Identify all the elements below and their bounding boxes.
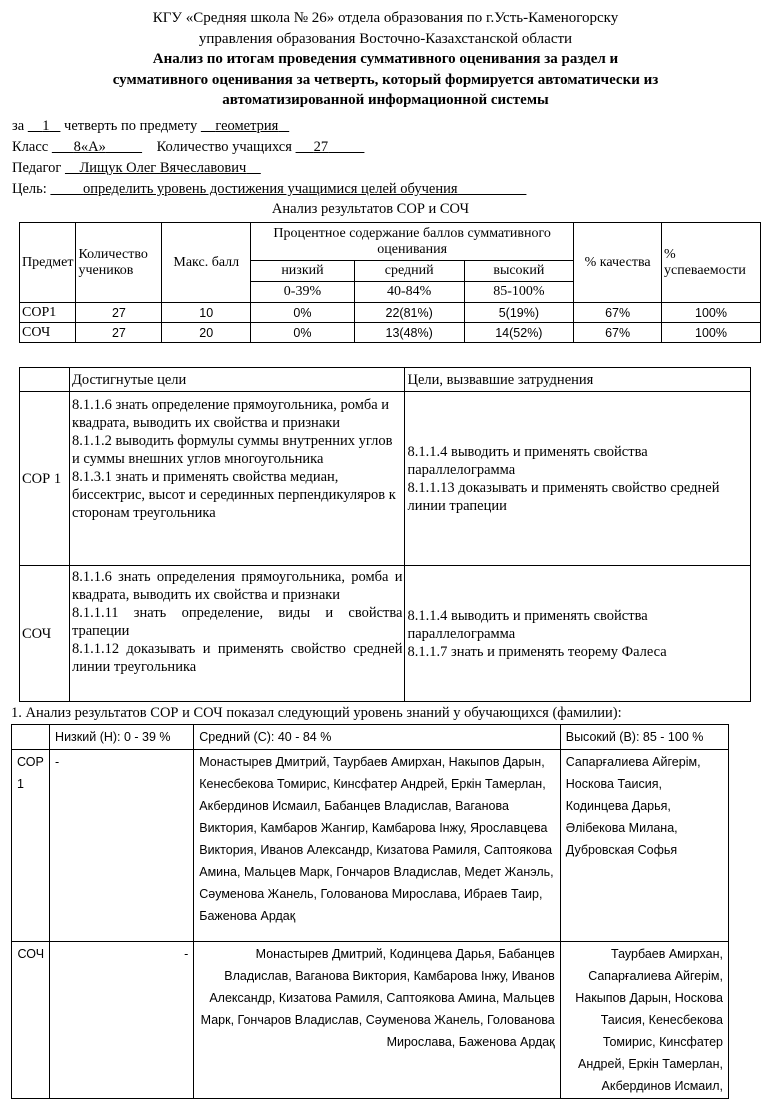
header-max: Макс. балл xyxy=(162,223,251,303)
header-line-2: управления образования Восточно-Казахстанской области xyxy=(198,30,573,47)
row-mid: 22(81%) xyxy=(354,303,464,323)
goal-line: Цель: определить уровень достижения учащимися целей обучения xyxy=(12,181,458,197)
row-max: 10 xyxy=(162,303,251,323)
goal-item: 8.1.1.11 знать определение, виды и свойства трапеции xyxy=(71,605,403,639)
teacher-line: Педагог Лищук Олег Вячеславович xyxy=(12,160,247,176)
table-row xyxy=(12,750,729,942)
students-high: Сапарғалиева Айгерім, Носкова Таисия, Кодинцева Дарья, Әлібекова Милана, Дубровская Софья xyxy=(560,750,728,942)
goal-item: 8.1.1.4 выводить и применять свойства параллелограмма xyxy=(407,607,648,642)
range-low: 0-39% xyxy=(251,282,355,303)
teacher-value: Лищук Олег Вячеславович xyxy=(79,160,247,176)
row-low: 0% xyxy=(251,303,355,323)
header-achieved: Достигнутые цели xyxy=(69,368,405,392)
levels-row-name: СОЧ xyxy=(12,942,50,1099)
goals-row-name: СОР 1 xyxy=(20,392,70,566)
students-low: - xyxy=(50,750,194,942)
table-row xyxy=(20,566,751,702)
class-value: 8«А» xyxy=(73,139,106,155)
table-row xyxy=(20,392,751,566)
levels-header-empty xyxy=(12,725,50,750)
row-name: СОЧ xyxy=(20,323,76,343)
achieved-goals xyxy=(69,566,405,702)
header-title-3: автоматизированной информационной системы xyxy=(222,92,549,108)
goal-item: 8.1.1.13 доказывать и применять свойство средней линии трапеции xyxy=(407,479,720,514)
goals-header-empty xyxy=(20,368,70,392)
student-levels-table xyxy=(11,724,729,1099)
achieved-goals xyxy=(69,392,405,566)
header-success: % успеваемости xyxy=(662,223,761,303)
goals-row-name: СОЧ xyxy=(20,566,70,702)
table-row xyxy=(20,323,761,343)
goal-item: 8.1.1.4 выводить и применять свойства параллелограмма xyxy=(407,443,648,478)
goal-item: 8.1.1.7 знать и применять теорему Фалеса xyxy=(407,643,667,660)
header-level-high: Высокий (В): 85 - 100 % xyxy=(560,725,728,750)
header-mid: средний xyxy=(354,261,464,282)
row-success: 100% xyxy=(662,323,761,343)
range-high: 85-100% xyxy=(464,282,574,303)
document-header xyxy=(0,8,771,111)
count-value: 27 xyxy=(313,139,329,155)
row-high: 5(19%) xyxy=(464,303,574,323)
students-mid: Монастырев Дмитрий, Таурбаев Амирхан, Накыпов Дарын, Кенесбекова Томирис, Кинсфатер Андрей, Еркін Тамерлан, Акбердинов Исмаил, Бабанцев Владислав, Ваганова Виктория, Камбаров Жангир, Камбарова Інжу, Ярославцева Виктория, Иванов Александр, Кизатова Рамиля, Саптоякова Амина, Мальцев Марк, Гончаров Владислав, Медет Жанэль, Сәуменова Жанель, Голованова Мирослава, Ибраев Таир, Баженова Ардақ xyxy=(194,750,561,942)
header-difficult: Цели, вызвавшие затруднения xyxy=(405,368,751,392)
header-percent: Процентное содержание баллов суммативного оценивания xyxy=(251,223,574,261)
quarter-line: за 1 четверть по предмету геометрия xyxy=(12,118,279,134)
goal-item: 8.1.3.1 знать и применять свойства медиан, биссектрис, высот и серединных перпендикуляров к сторонам треугольника xyxy=(71,469,396,521)
header-level-mid: Средний (С): 40 - 84 % xyxy=(194,725,561,750)
goals-table xyxy=(19,367,751,702)
difficult-goals xyxy=(405,392,751,566)
header-high: высокий xyxy=(464,261,574,282)
header-low: низкий xyxy=(251,261,355,282)
subject-value: геометрия xyxy=(215,118,279,134)
row-count: 27 xyxy=(76,323,162,343)
goal-item: 8.1.1.2 выводить формулы суммы внутренних углов и суммы внешних углов многоугольника xyxy=(71,433,393,467)
table-row xyxy=(12,942,729,1099)
goal-item: 8.1.1.12 доказывать и применять свойство средней линии треугольника xyxy=(71,641,403,675)
table1-caption: Анализ результатов СОР и СОЧ xyxy=(271,201,470,217)
header-title-2: суммативного оценивания за четверть, который формируется автоматически из xyxy=(112,71,659,88)
header-subject: Предмет xyxy=(20,223,76,303)
goal-item: 8.1.1.6 знать определение прямоугольника, ромба и квадрата, выводить их свойства и признаки xyxy=(71,397,390,431)
row-max: 20 xyxy=(162,323,251,343)
header-level-low: Низкий (Н): 0 - 39 % xyxy=(50,725,194,750)
table-row xyxy=(20,303,761,323)
row-low: 0% xyxy=(251,323,355,343)
row-quality: 67% xyxy=(574,303,662,323)
students-mid: Монастырев Дмитрий, Кодинцева Дарья, Бабанцев Владислав, Ваганова Виктория, Камбарова Інжу, Иванов Александр, Кизатова Рамиля, Саптоякова Амина, Мальцев Марк, Гончаров Владислав, Сәуменова Жанель, Голованова Мирослава, Баженова Ардақ xyxy=(194,942,561,1099)
row-success: 100% xyxy=(662,303,761,323)
results-summary-table xyxy=(19,222,761,343)
students-high: Таурбаев Амирхан, Сапарғалиева Айгерім, Накыпов Дарын, Носкова Таисия, Кенесбекова Томирис, Кинсфатер Андрей, Еркін Тамерлан, Акбердинов Исмаил, xyxy=(560,942,728,1099)
goal-value: определить уровень достижения учащимися целей обучения xyxy=(83,181,458,197)
class-line: Класс 8«А» Количество учащихся 27 xyxy=(12,139,329,155)
header-line-1: КГУ «Средняя школа № 26» отдела образования по г.Усть-Каменогорску xyxy=(152,10,619,26)
row-quality: 67% xyxy=(574,323,662,343)
row-count: 27 xyxy=(76,303,162,323)
students-low: - xyxy=(50,942,194,1099)
levels-row-name: СОР 1 xyxy=(12,750,50,942)
difficult-goals xyxy=(405,566,751,702)
table3-caption: 1. Анализ результатов СОР и СОЧ показал следующий уровень знаний у обучающихся (фамилии): xyxy=(11,705,622,721)
row-mid: 13(48%) xyxy=(354,323,464,343)
header-quality: % качества xyxy=(574,223,662,303)
range-mid: 40-84% xyxy=(354,282,464,303)
row-high: 14(52%) xyxy=(464,323,574,343)
header-title-1: Анализ по итогам проведения суммативного оценивания за раздел и xyxy=(152,51,619,67)
quarter-value: 1 xyxy=(42,118,50,134)
row-name: СОР1 xyxy=(20,303,76,323)
header-count: Количество учеников xyxy=(76,223,162,303)
goal-item: 8.1.1.6 знать определения прямоугольника, ромба и квадрата, выводить их свойства и признаки xyxy=(71,569,403,603)
